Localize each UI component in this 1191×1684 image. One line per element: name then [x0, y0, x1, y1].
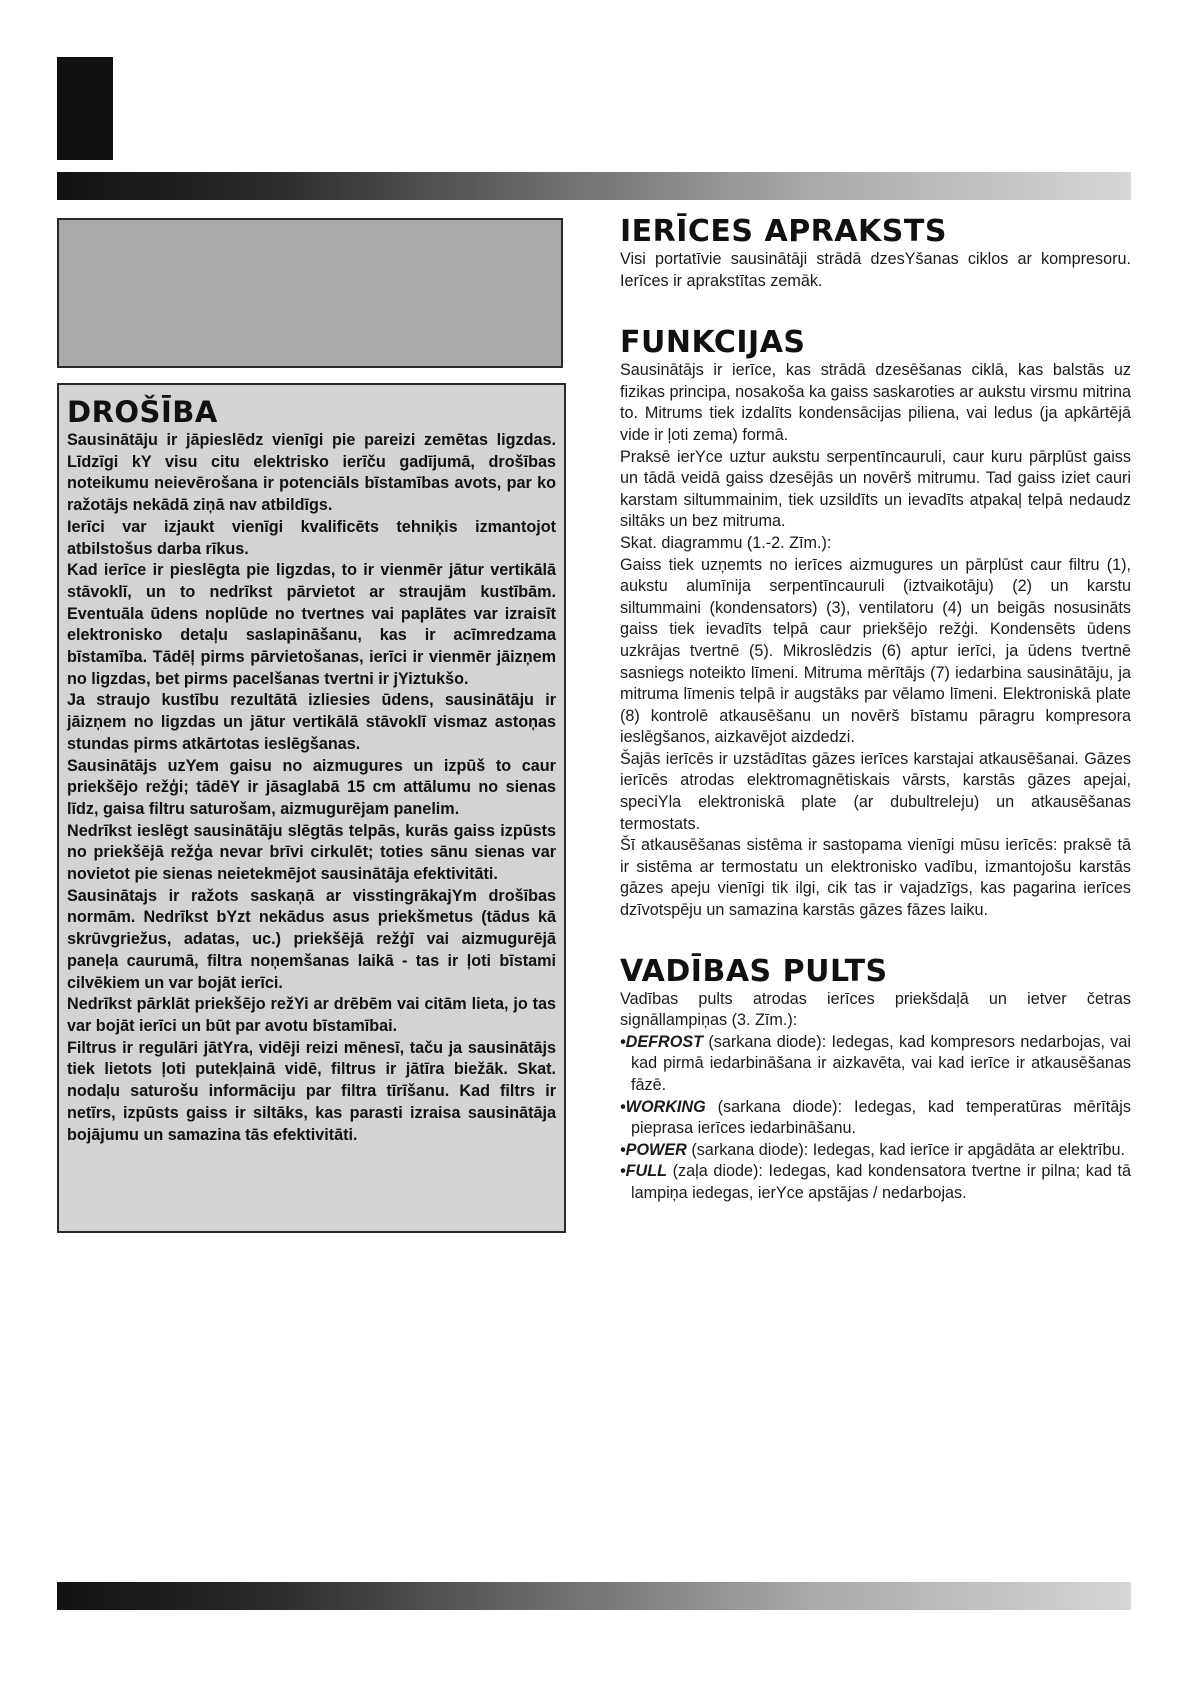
- safety-paragraph: Filtrus ir regulāri jātYra, vidēji reizi mēnesī, taču ja sausinātājs tiek lietots ļoti putekļainā vidē, filtrus ir jātīra biežāk. Skat. nodaļu saturošu informāciju par filtra tīrīšanu. Kad filtrs ir netīrs, izpūsts gaiss ir siltāks, kas parasti izraisa sausinātāja bojājumu un samazina tās efektivitāti.: [67, 1038, 556, 1144]
- indicator-power: [620, 1140, 1131, 1162]
- functions-paragraph: Gaiss tiek uzņemts no ierīces aizmugures un pārplūst caur filtru (1), aukstu alumīnija serpentīncauruli (iztvaikotāju) (2) un karstu siltummaini (kondensators) (3), ventilatoru (4) un beigās nosusināts gaiss tiek ievadīts telpā caur priekšējo režģi. Kondensēts ūdens uzkrājas tvertnē (5). Mikroslēdzis (6) aptur ierīci, ja ūdens tvertnē sasniegs noteikto līmeni. Mitruma mērītājs (7) iedarbina sausinātāju, ja mitruma līmenis telpā ir augstāks par vēlamo līmeni. Elektroniskā plate (8) kontrolē atkausēšanu un novērš bīstamu pāragru kompresora ieslēgšanos, aizkavējot aizdedzi.: [620, 555, 1131, 747]
- indicator-defrost: [620, 1032, 1131, 1097]
- safety-box: [57, 383, 566, 1233]
- functions-paragraph: Praksē ierYce uztur aukstu serpentīncauruli, caur kuru pārplūst gaiss un tādā veidā gaiss dzesējās un novērš mitrumu. Tad gaiss iziet cauri karstam siltummainim, tiek uzsildīts un ievadīts atpakaļ telpā nedaudz siltāks un bez mitruma.: [620, 447, 1131, 531]
- page-tab-marker: [57, 57, 113, 160]
- functions-paragraph: Sausinātājs ir ierīce, kas strādā dzesēšanas ciklā, kas balstās uz fizikas principa, nosakoša ka gaiss saskaroties ar aukstu virsmu mitrina to. Mitrums tiek izdalīts kondensācijas piliena, vai ledus (ja apkārtējā vide ir ļoti zema) formā.: [620, 361, 1132, 444]
- safety-paragraph: Sausinātāju ir jāpieslēdz vienīgi pie pareizi zemētas ligzdas. Līdzīgi kY visu citu elektrisko ierīču gadījumā, drošības noteikumu neievērošana ir potenciāls bīstamības avots, par ko ražotājs nekādā ziņā nav atbildīgs.: [67, 431, 556, 515]
- description-title: IERĪCES APRAKSTS: [620, 214, 947, 249]
- functions-paragraph: Šī atkausēšanas sistēma ir sastopama vienīgi mūsu ierīcēs: praksē tā ir sistēma ar termostatu un elektronisko vadību, izmantojošu karstās gāzes apeju vienīgi tik ilgi, cik tas ir vajadzīgs, kas pagarina ierīces dzīvotspēju un samazina karstās gāzes fāzes laiku.: [620, 836, 1131, 920]
- indicator-text: (sarkana diode): Iedegas, kad ierīce ir apgādāta ar elektrību.: [686, 1140, 1126, 1159]
- functions-paragraph: Šajās ierīcēs ir uzstādītas gāzes ierīces karstajai atkausēšanai. Gāzes ierīcēs atrodas elektromagnētiskais vārsts, karstās gāzes apejai, speciYla elektroniskā plate (ar dubultreleju) un atkausēšanas termostats.: [620, 749, 1131, 833]
- description-text: Visi portatīvie sausinātāji strādā dzesYšanas ciklos ar kompresoru. Ierīces ir aprakstītas zemāk.: [620, 250, 1131, 290]
- indicator-text: (zaļa diode): Iedegas, kad kondensatora tvertne ir pilna; kad tā lampiņa iedegas, ierYce apstājas / nedarbojas.: [631, 1162, 1131, 1202]
- indicator-term: •WORKING: [620, 1097, 706, 1116]
- safety-paragraph: Kad ierīce ir pieslēgta pie ligzdas, to ir vienmēr jātur vertikālā stāvoklī, un to nedrīkst pārvietot ar straujām kustībām. Eventuāla ūdens noplūde no tvertnes vai paplātes var izraisīt elektronisko detaļu saslapināšanu, kas ir acīmredzama bīstamība. Tādēļ pirms pārvietošanas, ierīci ir vienmēr jāizņem no ligzdas, bet pirms pacelšanas tvertni ir jYiztukšo.: [67, 561, 556, 688]
- safety-paragraph: Nedrīkst ieslēgt sausinātāju slēgtās telpās, kurās gaiss izpūsts no priekšējā režģa nevar brīvi cirkulēt; toties sānu sienas var novietot pie sienas neietekmējot sausinātāja efektivitāti.: [67, 821, 556, 884]
- functions-title: FUNKCIJAS: [620, 325, 806, 361]
- indicator-working: [620, 1097, 1131, 1140]
- safety-paragraph: Ja straujo kustību rezultātā izliesies ūdens, sausinātāju ir jāizņem no ligzdas un jātur vertikālā stāvoklī vismaz astoņas stundas pirms atkārtotas ieslēgšanas.: [67, 691, 556, 753]
- indicator-term: •POWER: [620, 1140, 687, 1159]
- safety-paragraph: Ierīci var izjaukt vienīgi kvalificēts tehniķis izmantojot atbilstošus darba rīkus.: [67, 517, 556, 558]
- footer-gradient-bar: [57, 1582, 1131, 1610]
- header-gradient-bar: [57, 172, 1131, 200]
- safety-title: DROŠĪBA: [67, 395, 218, 429]
- indicator-term: •FULL: [620, 1162, 668, 1181]
- right-column: [620, 215, 1131, 1205]
- functions-paragraph: Skat. diagrammu (1.-2. Zīm.):: [620, 533, 832, 552]
- safety-paragraph: Sausinātājs uzYem gaisu no aizmugures un izpūš to caur priekšējo režģi; tādēY ir jāsaglabā 15 cm attālumu no sienas līdz, gaisa filtru saturošam, aizmugurējam panelim.: [67, 756, 556, 818]
- safety-paragraph: Sausinātajs ir ražots saskaņā ar visstingrākajYm drošības normām. Nedrīkst bYzt nekādus asus priekšmetus (tādus kā skrūvgriežus, adatas, uc.) priekšējā režģī vai aizmugurējā paneļa caurumā, filtra noņemšanas laikā - tas ir ļoti bīstami cilvēkiem un var bojāt ierīci.: [67, 886, 556, 992]
- indicator-term: •DEFROST: [620, 1032, 704, 1051]
- control-intro: Vadības pults atrodas ierīces priekšdaļā un ietver četras signāllampiņas (3. Zīm.):: [620, 989, 1131, 1030]
- control-title: VADĪBAS PULTS: [620, 953, 888, 989]
- safety-paragraph: Nedrīkst pārklāt priekšējo režYi ar drēbēm vai citām lieta, jo tas var bojāt ierīci un būt par avotu bīstamībai.: [67, 995, 556, 1035]
- indicator-text: (sarkana diode): Iedegas, kad kompresors nedarbojas, vai kad pirmā iedarbināšana ir aizkavēta, vai kad ierīce ir atkausēšanas fāzē.: [631, 1032, 1131, 1094]
- indicator-full: [620, 1161, 1131, 1204]
- indicator-text: (sarkana diode): Iedegas, kad temperatūras mērītājs pieprasa ierīces iedarbināšanu.: [631, 1097, 1131, 1138]
- image-placeholder: [57, 218, 563, 368]
